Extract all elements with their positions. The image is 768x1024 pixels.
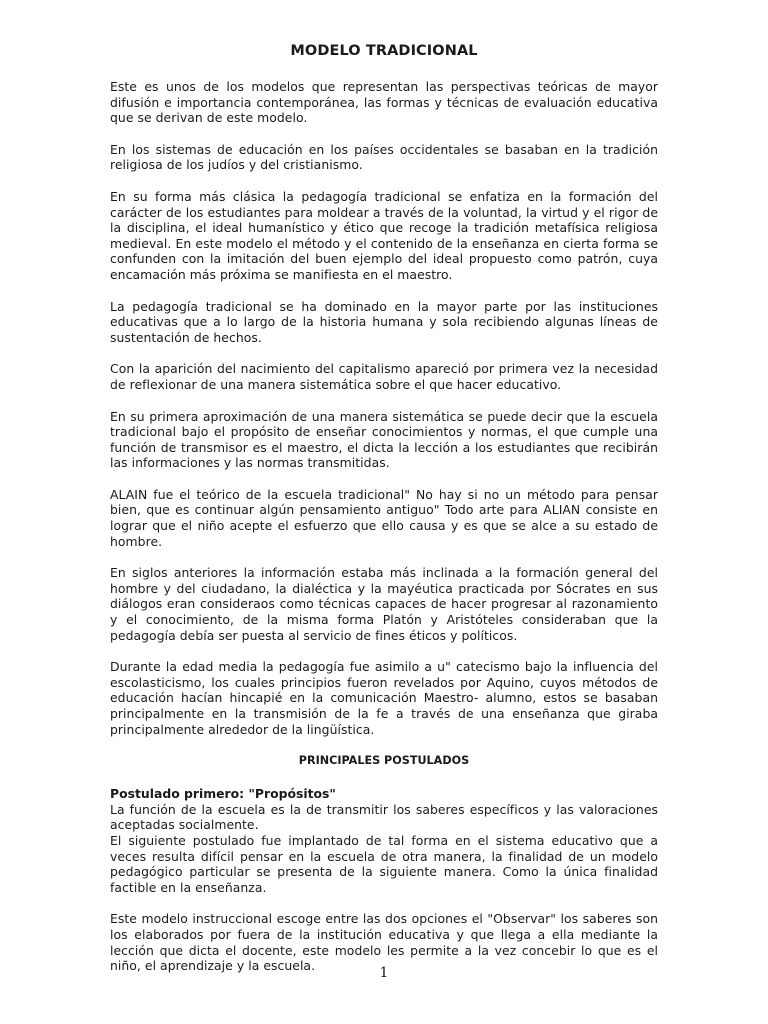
section-title: PRINCIPALES POSTULADOS — [298, 754, 470, 768]
paragraph-capitalism: Con la aparición del nacimiento del capitalismo apareció por primera vez la necesidad de reflexionar de una manera sistemática sobre el que hacer educativo. — [110, 361, 658, 392]
page-number: 1 — [379, 965, 389, 981]
paragraph-first-approach: En su primera aproximación de una manera sistemática se puede decir que la escuela tradicional bajo el propósito de enseñar conocimientos y normas, el que cumple una función de transmisor es el maestro, el dicta la lección a los estudiantes que recibirán las informaciones y las normas transmitidas. — [110, 408, 658, 471]
paragraph-previous-centuries: En siglos anteriores la información estaba más inclinada a la formación general del hombre y del ciudadano, la dialéctica y la mayéutica practicada por Sócrates en sus diálogos eran consideraos como técnicas capaces de hacer progresar al razonamiento y el conocimiento, de la misma forma Platón y Aristóteles consideraban que la pedagogía debía ser puesta al servicio de fines éticos y políticos. — [110, 565, 658, 643]
paragraph-alain: ALAIN fue el teórico de la escuela tradicional" No hay si no un método para pensar bien, que es continuar algún pensamiento antiguo" Todo arte para ALIAN consiste en lograr que el niño acepte el esfuerzo que ello causa y es que se alce a su estado de hombre. — [110, 486, 658, 549]
postulado-paragraph-function: La función de la escuela es la de transmitir los saberes específicos y las valoraciones aceptadas socialmente. — [110, 801, 658, 833]
paragraph-traditional-dominance: La pedagogía tradicional se ha dominado en la mayor parte por las instituciones educativas que a lo largo de la historia humana y sola recibiendo algunas líneas de sustentación de hechos. — [110, 298, 658, 345]
postulado-paragraph-implanted: El siguiente postulado fue implantado de tal forma en el sistema educativo que a veces resulta difícil pensar en la escuela de otra manera, la finalidad de un modelo pedagógico particular se presenta de la siguiente manera. Como la única finalidad factible en la enseñanza. — [110, 832, 658, 895]
postulado-heading: Postulado primero: "Propósitos" — [110, 786, 336, 802]
document-title: MODELO TRADICIONAL — [290, 43, 478, 59]
paragraph-intro: Este es unos de los modelos que representan las perspectivas teóricas de mayor difusión e importancia contemporánea, las formas y técnicas de evaluación educativa que se derivan de este modelo. — [110, 79, 658, 126]
paragraph-western-systems: En los sistemas de educación en los países occidentales se basaban en la tradición religiosa de los judíos y del cristianismo. — [110, 141, 658, 173]
document-page — [110, 40, 658, 990]
postulado-paragraph-instructional-model: Este modelo instruccional escoge entre las dos opciones el "Observar" los saberes son los elaborados por fuera de la institución educativa y que llega a ella mediante la lección que dicta el docente, este modelo les permite a la vez concebir lo que es el niño, el aprendizaje y la escuela. — [110, 911, 658, 974]
paragraph-classic-form: En su forma más clásica la pedagogía tradicional se enfatiza en la formación del carácter de los estudiantes para moldear a través de la voluntad, la virtud y el rigor de la disciplina, el ideal humanístico y ético que recoge la tradición metafísica religiosa medieval. En este modelo el método y el contenido de la enseñanza en cierta forma se confunden con la imitación del buen ejemplo del ideal propuesto como patrón, cuya encamación más próxima se manifiesta en el maestro. — [110, 188, 658, 282]
paragraph-middle-ages: Durante la edad media la pedagogía fue asimilo a u" catecismo bajo la influencia del escolasticismo, los cuales principios fueron revelados por Aquino, cuyos métodos de educación hacían hincapié en la comunicación Maestro- alumno, estos se basaban principalmente en la transmisión de la fe a través de una enseñanza que giraba principalmente alrededor de la lingüística. — [110, 659, 658, 737]
